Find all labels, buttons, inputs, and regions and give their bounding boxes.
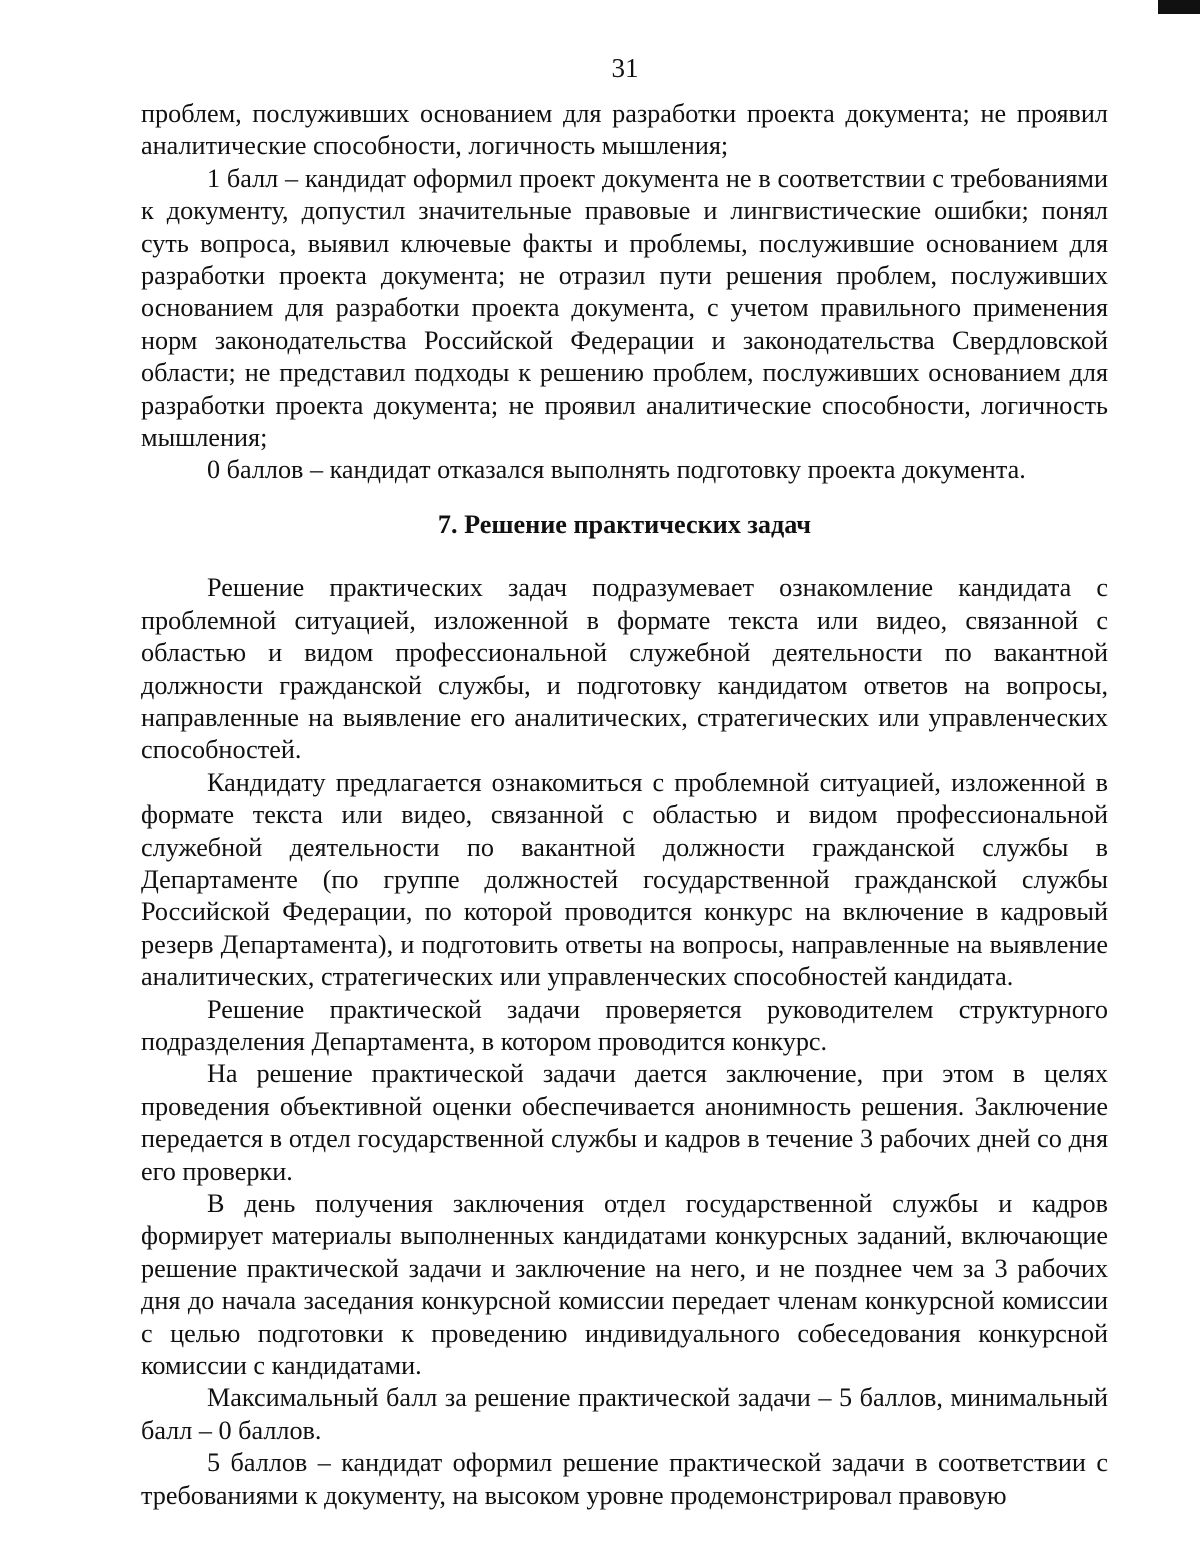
paragraph-candidate-instructions: Кандидату предлагается ознакомиться с проблемной ситуацией, изложенной в формате текста или видео, связанной с областью и видом профессиональной служебной деятельности по вакантной должности гражданской службы в Департаменте (по группе должностей государственной гражданской службы Российской Федерации, по которой проводится конкурс на включение в кадровый резерв Департамента), и подготовить ответы на вопросы, направленные на выявление аналитических, стратегических или управленческих способностей кандидата. <box>141 767 1108 992</box>
paragraph-five-points-criteria: 5 баллов – кандидат оформил решение практической задачи в соответствии с требованиями к документу, на высоком уровне продемонстрировал правовую <box>141 1448 1108 1510</box>
paragraph-one-point-criteria: 1 балл – кандидат оформил проект документа не в соответствии с требованиями к документу, допустил значительные правовые и лингвистические ошибки; понял суть вопроса, выявил ключевые факты и проблемы, послужившие основанием для разработки проекта документа; не отразил пути решения проблем, послуживших основанием для разработки проекта документа, с учетом правильного применения норм законодательства Российской Федерации и законодательства Свердловской области; не представил подходы к решению проблем, послуживших основанием для разработки проекта документа; не проявил аналитические способности, логичность мышления; <box>141 163 1108 453</box>
paragraph-zero-points-criteria: 0 баллов – кандидат отказался выполнять подготовку проекта документа. <box>207 455 1026 485</box>
paragraph-score-range: Максимальный балл за решение практической задачи – 5 баллов, минимальный балл – 0 баллов. <box>141 1383 1108 1445</box>
paragraph-conclusion-anonymity: На решение практической задачи дается заключение, при этом в целях проведения объективной оценки обеспечивается анонимность решения. Заключение передается в отдел государственной службы и кадров в течение 3 рабочих дней со дня его проверки. <box>141 1059 1108 1186</box>
section-heading: 7. Решение практических задач <box>437 509 812 539</box>
document-body <box>141 98 1108 1512</box>
paragraph-review-by-head: Решение практической задачи проверяется руководителем структурного подразделения Департамента, в котором проводится конкурс. <box>141 994 1108 1056</box>
paragraph-continued-criteria: проблем, послуживших основанием для разработки проекта документа; не проявил аналитические способности, логичность мышления; <box>141 99 1108 161</box>
page-number: 31 <box>611 53 639 83</box>
scan-edge-mark <box>1158 0 1200 14</box>
paragraph-practical-tasks-definition: Решение практических задач подразумевает ознакомление кандидата с проблемной ситуацией, изложенной в формате текста или видео, связанной с областью и видом профессиональной служебной деятельности по вакантной должности гражданской службы, и подготовку кандидатом ответов на вопросы, направленные на выявление его аналитических, стратегических или управленческих способностей. <box>141 573 1108 765</box>
paragraph-materials-forming: В день получения заключения отдел государственной службы и кадров формирует материалы выполненных кандидатами конкурсных заданий, включающие решение практической задачи и заключение на него, и не позднее чем за 3 рабочих дня до начала заседания конкурсной комиссии передает членам конкурсной комиссии с целью подготовки к проведению индивидуального собеседования конкурсной комиссии с кандидатами. <box>141 1189 1108 1381</box>
